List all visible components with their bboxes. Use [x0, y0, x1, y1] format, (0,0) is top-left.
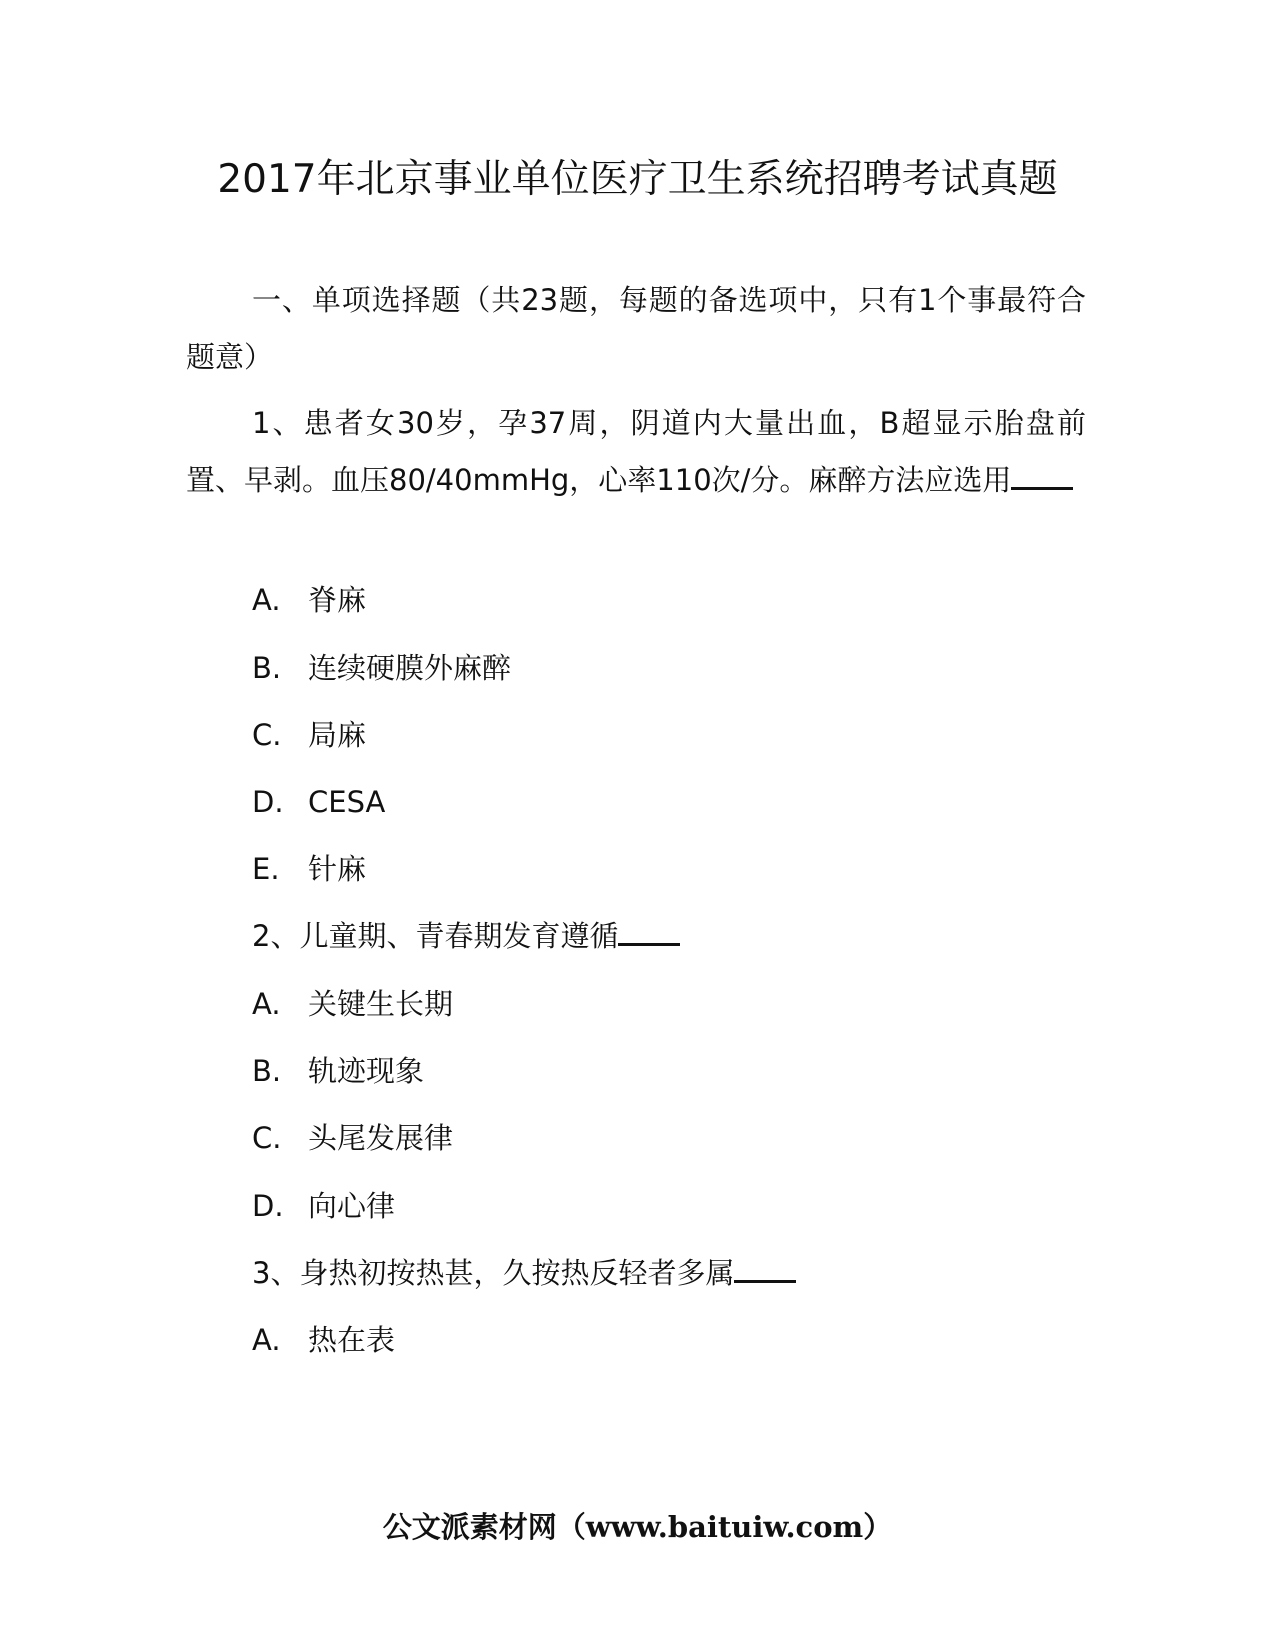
option-letter: B.: [252, 651, 282, 685]
option-letter: A.: [252, 987, 281, 1021]
option-letter: A.: [252, 583, 281, 617]
question-1-option-b: [252, 648, 511, 688]
question-3-stem-text: 3、身热初按热甚，久按热反轻者多属: [252, 1256, 735, 1290]
option-text: 头尾发展律: [308, 1121, 454, 1155]
question-2-option-c: [252, 1118, 453, 1158]
option-text: 局麻: [308, 718, 367, 752]
option-letter: D.: [252, 785, 284, 819]
option-text: 关键生长期: [308, 987, 454, 1021]
question-1-stem-text: 1、患者女30岁，孕37周，阴道内大量出血，B超显示胎盘前置、早剥。血压80/40mmHg，心率110次/分。麻醉方法应选用: [186, 406, 1086, 497]
option-text: 连续硬膜外麻醉: [308, 651, 512, 685]
option-text: 轨迹现象: [308, 1054, 425, 1088]
footer-watermark: 公文派素材网（www.baituiw.com）: [382, 1510, 893, 1544]
question-2-stem-text: 2、儿童期、青春期发育遵循: [252, 919, 619, 953]
document-title: 2017年北京事业单位医疗卫生系统招聘考试真题: [217, 157, 1058, 202]
option-letter: C.: [252, 1121, 282, 1155]
section-heading: 一、单项选择题（共23题，每题的备选项中，只有1个事最符合题意）: [186, 283, 1086, 374]
question-3-stem: [252, 1253, 796, 1293]
option-letter: C.: [252, 718, 282, 752]
question-1-stem: [186, 395, 1086, 509]
question-2-option-b: [252, 1051, 424, 1091]
question-1-option-a: [252, 580, 366, 620]
option-text: CESA: [308, 785, 386, 819]
answer-blank: [734, 1254, 796, 1283]
question-2-option-d: [252, 1186, 395, 1226]
option-text: 热在表: [308, 1323, 396, 1357]
question-2-stem: [252, 916, 680, 956]
question-2-option-a: [252, 984, 453, 1024]
option-letter: A.: [252, 1323, 281, 1357]
answer-blank: [1011, 461, 1073, 490]
answer-blank: [618, 917, 680, 946]
option-text: 向心律: [308, 1189, 396, 1223]
option-text: 脊麻: [308, 583, 367, 617]
question-1-option-d: [252, 782, 385, 822]
question-1-option-e: [252, 849, 366, 889]
question-3-option-a: [252, 1320, 395, 1360]
option-text: 针麻: [308, 852, 367, 886]
question-1-option-c: [252, 715, 366, 755]
option-letter: D.: [252, 1189, 284, 1223]
option-letter: E.: [252, 852, 280, 886]
option-letter: B.: [252, 1054, 282, 1088]
